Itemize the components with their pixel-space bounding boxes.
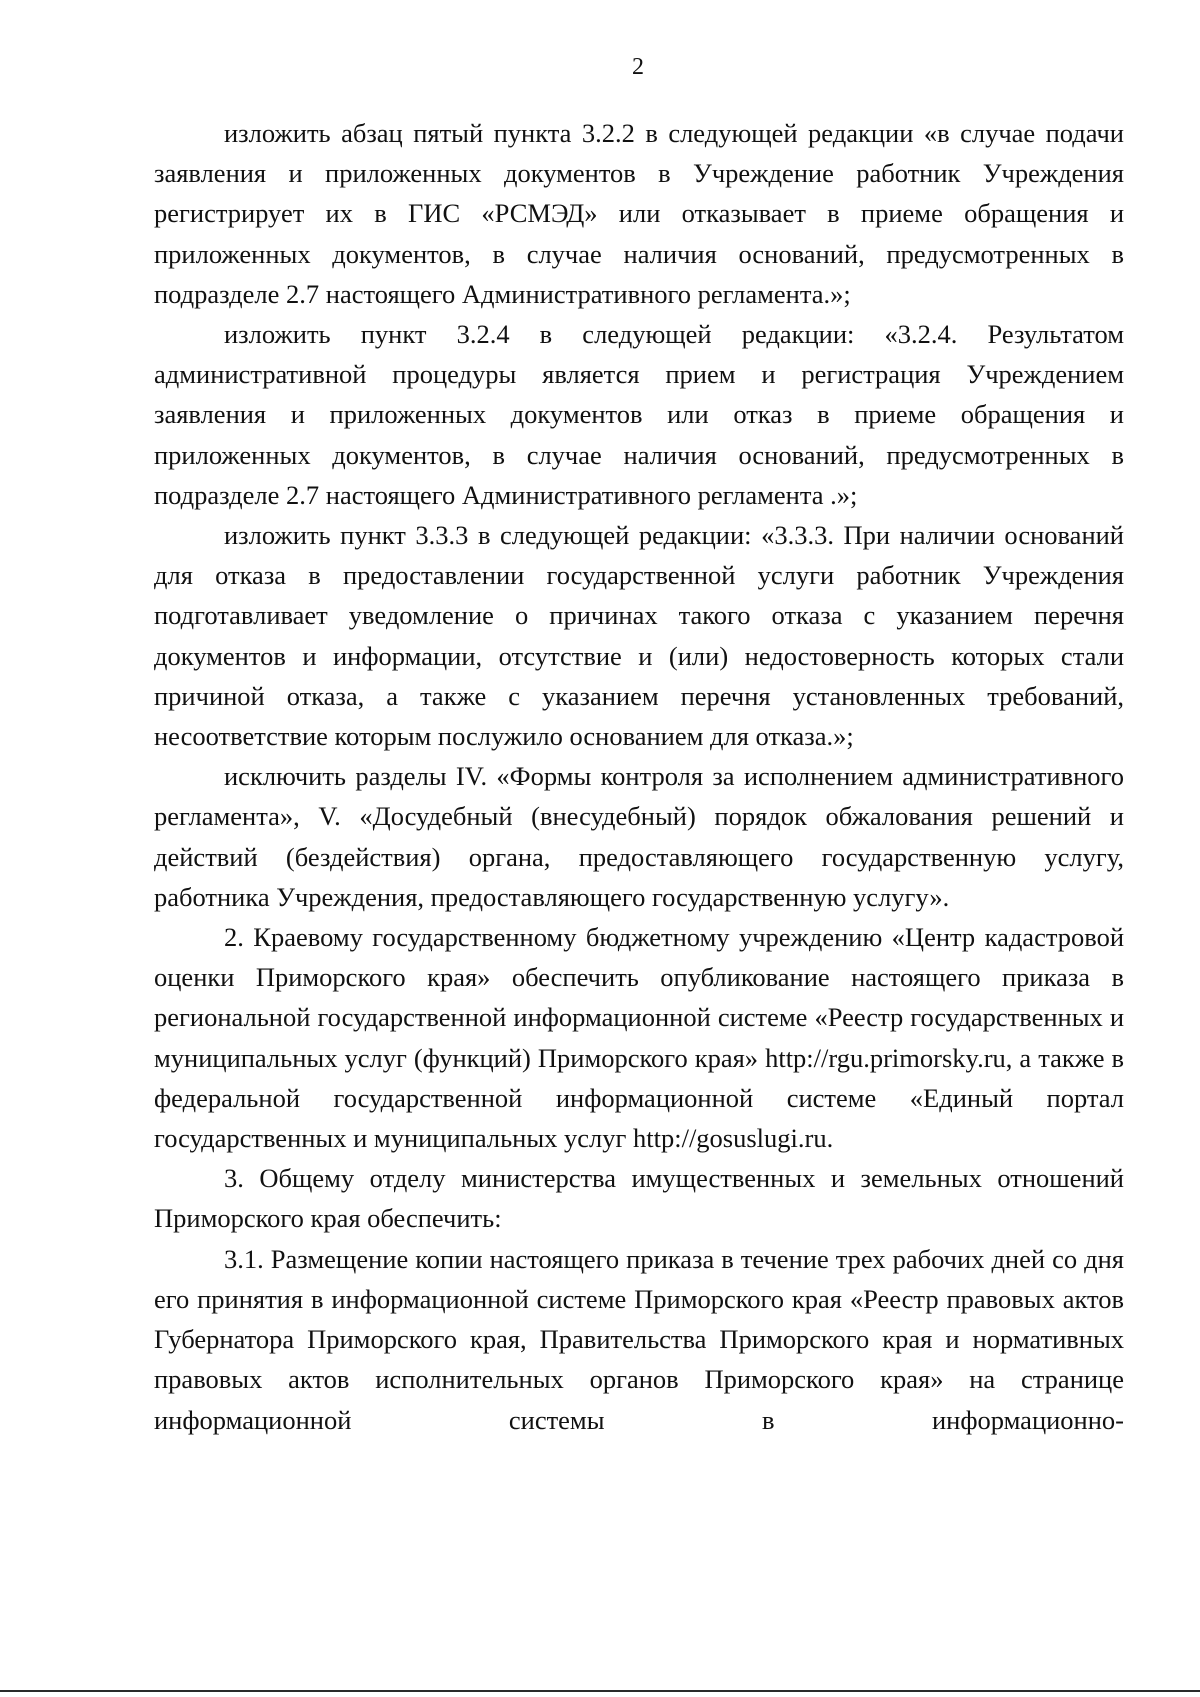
document-body [154,113,1124,1440]
paragraph-exclude-sections: исключить разделы IV. «Формы контроля за исполнением административного регламента», V. «Досудебный (внесудебный) порядок обжалования решений и действий (бездействия) органа, предоставляющего государственную услугу, работника Учреждения, предоставляющего государственную услугу». [154,761,1124,912]
paragraph-amend-3-3-3: изложить пункт 3.3.3 в следующей редакции: «3.3.3. При наличии оснований для отказа в предоставлении государственной услуги работник Учреждения подготавливает уведомление о причинах такого отказа с указанием перечня документов и информации, отсутствие и (или) недостоверность которых стали причиной отказа, а также с указанием перечня установленных требований, несоответствие которым послужило основанием для отказа.»; [154,520,1124,752]
paragraph-item-3-general-department: 3. Общему отделу министерства имущественных и земельных отношений Приморского края обеспечить: [154,1163,1124,1234]
paragraph-amend-3-2-4: изложить пункт 3.2.4 в следующей редакции: «3.2.4. Результатом административной процедуры является прием и регистрация Учреждением заявления и приложенных документов или отказ в приеме обращения и приложенных документов, в случае наличия оснований, предусмотренных в подразделе 2.7 настоящего Административного регламента .»; [154,319,1124,510]
paragraph-amend-3-2-2: изложить абзац пятый пункта 3.2.2 в следующей редакции «в случае подачи заявления и приложенных документов в Учреждение работник Учреждения регистрирует их в ГИС «РСМЭД» или отказывает в приеме обращения и приложенных документов, в случае наличия оснований, предусмотренных в подразделе 2.7 настоящего Административного регламента.»; [154,118,1124,309]
page-number: 2 [632,54,644,80]
scan-bottom-edge [0,1690,1200,1692]
paragraph-item-2-publication: 2. Краевому государственному бюджетному учреждению «Центр кадастровой оценки Приморского края» обеспечить опубликование настоящего приказа в региональной государственной информационной системе «Реестр государственных и муниципальных услуг (функций) Приморского края» http://rgu.primorsky.ru, а также в федеральной государственной информационной системе «Единый портал государственных и муниципальных услуг http://gosuslugi.ru. [154,922,1124,1154]
paragraph-item-3-1-placement: 3.1. Размещение копии настоящего приказа в течение трех рабочих дней со дня его принятия в информационной системе Приморского края «Реестр правовых актов Губернатора Приморского края, Правительства Приморского края и нормативных правовых актов исполнительных органов Приморского края» на странице информационной системы в информационно- [154,1243,1124,1435]
